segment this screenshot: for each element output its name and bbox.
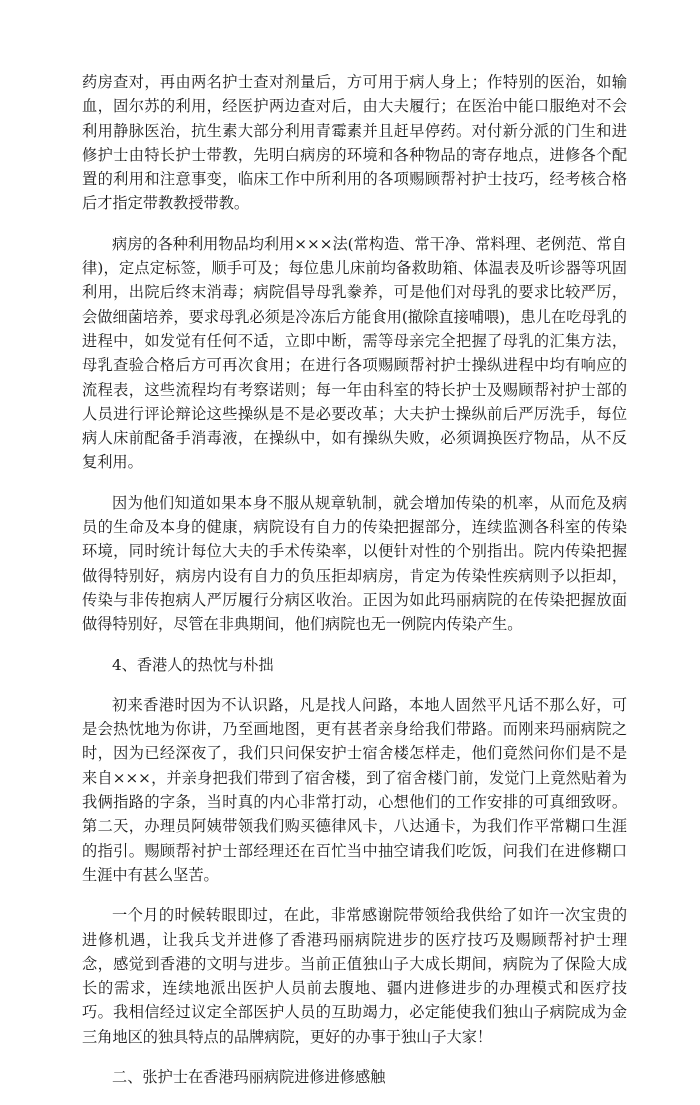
section-heading-hk-hospitality: 4、香港人的热忱与朴拙 bbox=[112, 655, 274, 674]
paragraph-conclusion: 一个月的时候转眼即过，在此，非常感谢院带领给我供给了如许一次宝贵的进修机遇，让我兵戈并进修了香港玛丽病院进步的医疗技巧及赐顾帮衬护士理念，感觉到香港的文明与进步。当前正值独山子大成长期间，病院为了保险大成长的需求，连续地派出医护人员前去腹地、疆内进修进步的办理模式和医疗技巧。我相信经过议定全部医护人员的互助竭力，必定能使我们独山子病院成为金三角地区的独具特点的品牌病院，更好的办事于独山子大家！ bbox=[82, 906, 627, 1046]
paragraph-arrival-experience: 初来香港时因为不认识路，凡是找人问路，本地人固然平凡话不那么好，可是会热忱地为你讲，乃至画地图，更有甚者亲身给我们带路。而刚来玛丽病院之时，因为已经深夜了，我们只问保安护士宿舍楼怎样走，他们竟然问你们是不是来自×××，并亲身把我们带到了宿舍楼，到了宿舍楼门前，发觉门上竟然贴着为我俩指路的字条，当时真的内心非常打动，心想他们的工作安排的可真细致呀。第二天，办理员阿姨带领我们购买德律风卡，八达通卡，为我们作平常糊口生涯的指引。赐顾帮衬护士部经理还在百忙当中抽空请我们吃饭，问我们在进修糊口生涯中有甚么坚苦。 bbox=[82, 695, 627, 884]
paragraph-infection-control: 因为他们知道如果本身不服从规章轨制，就会增加传染的机率，从而危及病员的生命及本身的健康，病院设有自力的传染把握部分，连续监测各科室的传染环境，同时统计每位大夫的手术传染率，以便针对性的个别指出。院内传染把握做得特别好，病房内设有自力的负压拒却病房，肯定为传染性疾病则予以拒却，传染与非传抱病人严厉履行分病区收治。正因为如此玛丽病院的在传染把握放面做得特别好，尽管在非典期间，他们病院也无一例院内传染产生。 bbox=[82, 493, 627, 634]
paragraph-medication-check: 药房查对，再由两名护士查对剂量后，方可用于病人身上；作特别的医治，如输血，固尔苏的利用，经医护两边查对后，由大夫履行；在医治中能口服绝对不会利用静脉医治，抗生素大部分利用青霉素并且赶早停药。对付新分派的门生和进修护士由特长护士带教，先明白病房的环境和各种物品的寄存地点，进修各个配置的利用和注意事变，临床工作中所利用的各项赐顾帮衬护士技巧，经考核合格后才指定带教教授带教。 bbox=[82, 73, 627, 213]
section-heading-nurse-zhang: 二、张护士在香港玛丽病院进修进修感触 bbox=[112, 1067, 386, 1086]
document-page bbox=[82, 70, 627, 1105]
paragraph-ward-supplies: 病房的各种利用物品均利用×××法(常构造、常干净、常料理、老例范、常自律)，定点定标签，顺手可及；每位患儿床前均备救助箱、体温表及听诊器等巩固利用，出院后终末消毒；病院倡导母乳豢养，可是他们对母乳的要求比较严厉，会做细菌培养，要求母乳必须是冷冻后方能食用(撤除直接哺喂)，患儿在吃母乳的进程中，如发觉有任何不适，立即中断，需等母亲完全把握了母乳的汇集方法，母乳查验合格后方可再次食用；在进行各项赐顾帮衬护士操纵进程中均有响应的流程表，这些流程均有考察诺则；每一年由科室的特长护士及赐顾帮衬护士部的人员进行评论辩论这些操纵是不是必要改革；大夫护士操纵前后严厉洗手，每位病人床前配备手消毒液，在操纵中，如有操纵失败，必须调换医疗物品，从不反复利用。 bbox=[82, 234, 627, 472]
